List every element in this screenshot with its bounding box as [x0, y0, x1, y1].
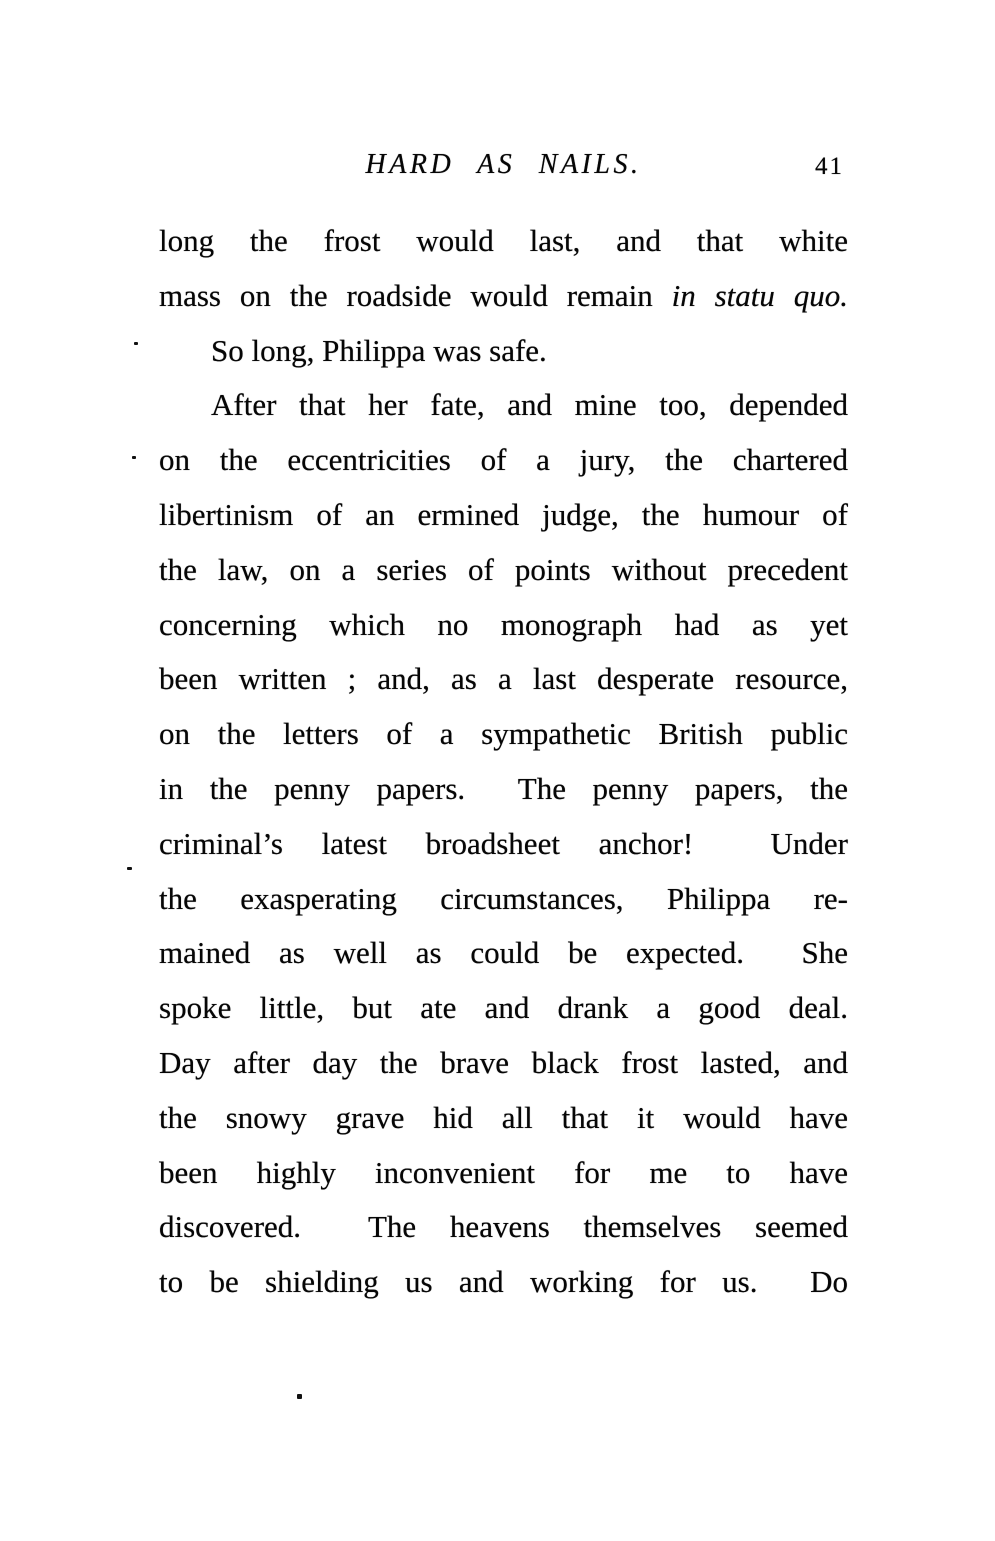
- text-line-content: libertinism of an ermined judge, the humour of: [159, 496, 848, 532]
- text-line: [159, 926, 848, 981]
- text-line-content: on the eccentricities of a jury, the chartered: [159, 442, 848, 478]
- text-line: [159, 872, 848, 927]
- text-line: [159, 762, 848, 817]
- text-line-content: mained as well as could be expected. She: [159, 935, 848, 971]
- text-line-content: the exasperating circumstances, Philippa re-: [159, 880, 848, 916]
- body-text: [159, 214, 848, 1310]
- text-line-content: concerning which no monograph had as yet: [159, 606, 848, 642]
- latin-phrase: in statu quo.: [671, 277, 848, 313]
- text-line: [159, 1091, 848, 1146]
- text-line-content: long the frost would last, and that white: [159, 223, 848, 258]
- text-line-content: So long, Philippa was safe.: [211, 332, 547, 368]
- text-line: [159, 652, 848, 707]
- text-line: [159, 1036, 848, 1091]
- text-line: [159, 1255, 848, 1310]
- text-line: [159, 543, 848, 598]
- text-line-content: on the letters of a sympathetic British public: [159, 716, 848, 752]
- text-line: [159, 433, 848, 488]
- running-header: [159, 149, 848, 189]
- text-line-content: Day after day the brave black frost lasted, and: [159, 1044, 848, 1080]
- text-line: [159, 598, 848, 653]
- scan-speck: [127, 867, 132, 870]
- text-line-content: to be shielding us and working for us. Do: [159, 1264, 848, 1300]
- text-line-content: mass on the roadside would remain: [159, 277, 672, 313]
- text-line-content: After that her fate, and mine too, depended: [211, 387, 848, 423]
- scan-speck: [134, 342, 138, 345]
- text-line: [159, 1200, 848, 1255]
- text-line-content: criminal’s latest broadsheet anchor! Under: [159, 825, 848, 861]
- text-line-content: discovered. The heavens themselves seemed: [159, 1209, 848, 1245]
- text-line: [159, 488, 848, 543]
- text-line: [159, 214, 848, 269]
- page-title: HARD AS NAILS.: [365, 149, 642, 180]
- text-line-content: the snowy grave hid all that it would have: [159, 1099, 848, 1135]
- scan-speck: [132, 456, 136, 459]
- text-line: [159, 707, 848, 762]
- text-line: [159, 378, 848, 433]
- text-line: [159, 269, 848, 324]
- text-line: [159, 817, 848, 872]
- text-line-content: been written ; and, as a last desperate resource,: [159, 661, 848, 697]
- page-number: 41: [815, 153, 844, 180]
- text-line-content: in the penny papers. The penny papers, the: [159, 770, 848, 806]
- text-line-content: spoke little, but ate and drank a good deal.: [159, 990, 848, 1026]
- text-line-content: the law, on a series of points without precedent: [159, 551, 848, 587]
- text-line: [159, 1146, 848, 1201]
- text-line: [159, 324, 848, 379]
- text-line: [159, 981, 848, 1036]
- scan-speck: [297, 1394, 302, 1399]
- text-line-content: been highly inconvenient for me to have: [159, 1154, 848, 1190]
